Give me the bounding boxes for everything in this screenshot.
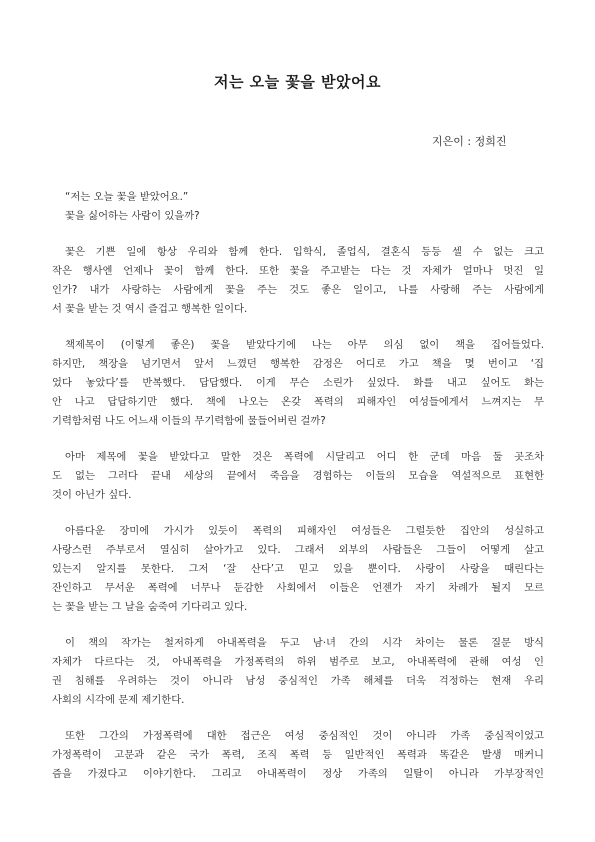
paragraph-line: 이 책의 작가는 철저하게 아내폭력을 두고 남·녀 간의 시각 차이는 물론 질문 방식 — [65, 637, 544, 649]
paragraph-line: 작은 행사엔 언제나 꽃이 함께 한다. 또한 꽃을 주고받는 다는 것 자체가 얼마나 멋진 일 — [52, 265, 544, 277]
paragraph — [52, 448, 544, 505]
paragraph-line: 도 없는 그러다 끝내 세상의 끝에서 죽음을 경험하는 이들의 모습을 역설적으로 표현한 — [52, 470, 544, 482]
document-title: 저는 오늘 꽃을 받았어요 — [213, 73, 382, 91]
paragraph-line: 아름다운 장미에 가시가 있듯이 폭력의 피해자인 여성들은 그럴듯한 집안의 성실하고 — [65, 525, 544, 537]
paragraph-line: 또한 그간의 가정폭력에 대한 접근은 여성 중심적인 것이 아니라 가족 중심적이었고 — [65, 730, 544, 742]
paragraph-line: 가정폭력이 고문과 같은 국가 폭력, 조직 폭력 등 일반적인 폭력과 똑같은 발생 매커니 — [52, 749, 544, 761]
paragraph-line: 잔인하고 무서운 폭력에 너무나 둔감한 사회에서 이들은 언젠가 자기 차례가 될지 모르 — [52, 582, 544, 594]
paragraph-line: 즘을 가졌다고 이야기한다. 그리고 아내폭력이 정상 가족의 일탈이 아니라 가부장적인 — [52, 768, 544, 780]
paragraph — [52, 243, 544, 319]
paragraph-line: 것이 아닌가 싶다. — [52, 489, 132, 501]
paragraph-line: 있는지 알지를 못한다. 그저 ‘잘 산다’고 믿고 있을 뿐이다. 사랑이 사랑을 때린다는 — [52, 563, 544, 575]
paragraph-line: 권 침해를 우려하는 것이 아니라 남성 중심적인 가족 해체를 더욱 걱정하는 현재 우리 — [52, 675, 544, 687]
paragraph — [52, 727, 544, 784]
paragraph-line: 하지만, 책장을 넘기면서 앞서 느꼈던 행복한 감정은 어디로 가고 책을 몇 번이고 ‘집 — [52, 358, 544, 370]
paragraph — [52, 522, 544, 617]
paragraph-line: 안 나고 답답하기만 했다. 책에 나오는 온갖 폭력의 피해자인 여성들에게서 느껴지는 무 — [52, 396, 544, 408]
paragraph-line: 사랑스런 주부로서 열심히 살아가고 있다. 그래서 외부의 사람들은 그들이 어떻게 살고 — [52, 544, 544, 556]
paragraph — [52, 634, 544, 710]
paragraph-line: 는 꽃을 받는 그 날을 숨죽여 기다리고 있다. — [52, 601, 248, 613]
paragraph-line: 인가? 내가 사랑하는 사람에게 꽃을 주는 것도 좋은 일이고, 나를 사랑해 주는 사람에게 — [52, 284, 544, 296]
paragraph-line: 아마 제목에 꽃을 받았다고 말한 것은 폭력에 시달리고 어디 한 군데 마음 둘 곳조차 — [65, 451, 544, 463]
paragraph-line: 꽃은 기쁜 일에 항상 우리와 함께 한다. 입학식, 졸업식, 결혼식 등등 셀 수 없는 크고 — [65, 246, 544, 258]
paragraph-line: 책제목이 (이렇게 좋은) 꽃을 받았다기에 나는 아무 의심 없이 책을 집어들었다. — [65, 339, 544, 351]
document-body — [52, 188, 544, 801]
paragraph-line: 서 꽃을 받는 것 역시 즐겁고 행복한 일이다. — [52, 303, 248, 315]
paragraph-line: 자체가 다르다는 것, 아내폭력을 가정폭력의 하위 범주로 보고, 아내폭력에 관해 여성 인 — [52, 656, 544, 668]
quote-line: 꽃을 싫어하는 사람이 있을까? — [65, 210, 200, 222]
paragraph-line: 기력함처럼 나도 어느새 이들의 무기력함에 물들어버린 걸까? — [52, 415, 326, 427]
quote-line: “저는 오늘 꽃을 받았어요.” — [65, 191, 189, 203]
paragraph-list — [52, 243, 544, 784]
paragraph — [52, 336, 544, 431]
author-line: 지은이 : 정희진 — [432, 135, 507, 148]
opening-quote — [52, 188, 544, 226]
paragraph-line: 었다 놓았다’를 반복했다. 답답했다. 이게 무슨 소린가 싶었다. 화를 내고 싶어도 화는 — [52, 377, 544, 389]
paragraph-line: 사회의 시각에 문제 제기한다. — [52, 694, 185, 706]
